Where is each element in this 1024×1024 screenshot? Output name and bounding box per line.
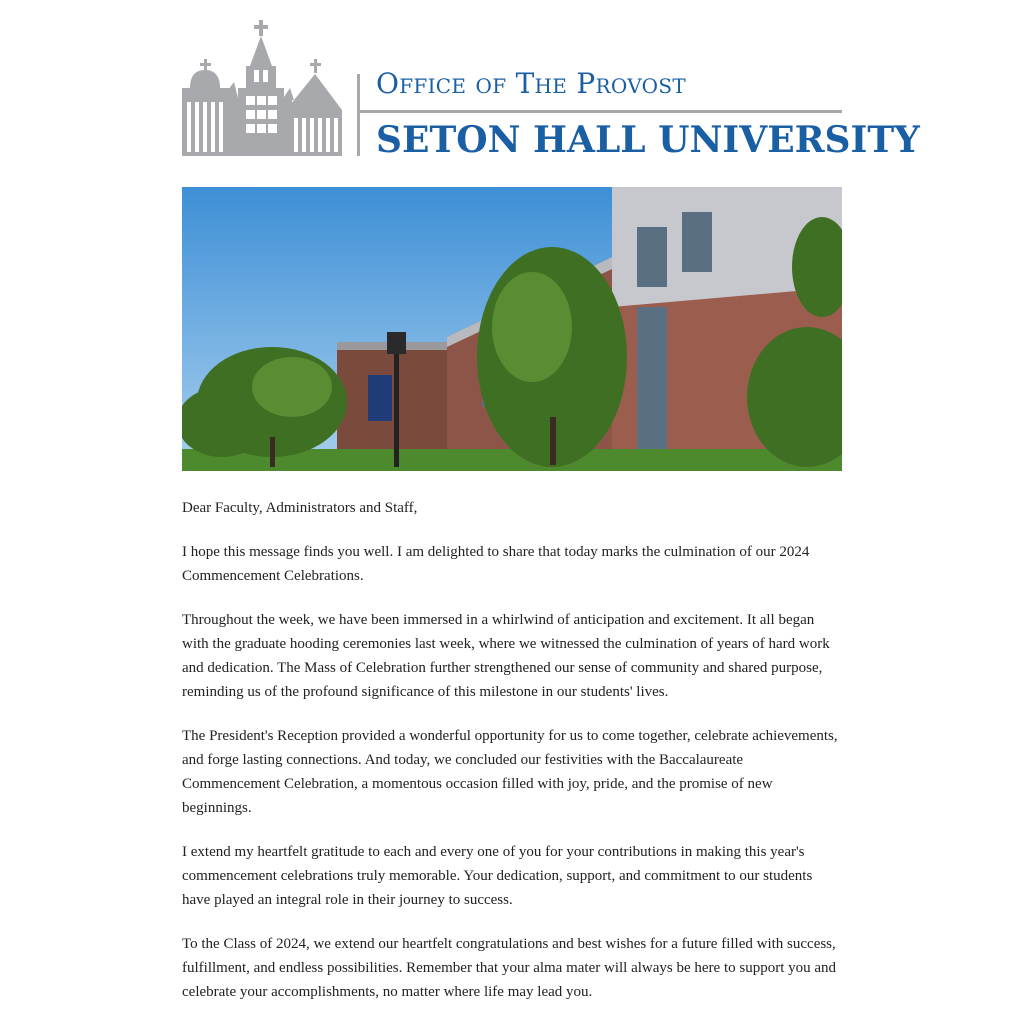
paragraph: The President's Reception provided a wonderful opportunity for us to come together, celebrate achievements, and forge lasting connections. And today, we concluded our festivities with the Baccalaureate Commencement Celebration, a momentous occasion filled with joy, pride, and the promise of new beginnings.: [182, 728, 838, 816]
campus-building-photo: [182, 187, 842, 471]
university-name: SETON HALL UNIVERSITY: [376, 119, 920, 161]
paragraph: Throughout the week, we have been immersed in a whirlwind of anticipation and excitement. It all began with the graduate hooding ceremonies last week, where we witnessed the culmination of years of hard work and dedication. The Mass of Celebration further strengthened our sense of community and shared purpose, reminding us of the profound significance of this milestone in our students' lives.: [182, 612, 830, 700]
logo-vertical-divider: [357, 74, 360, 156]
salutation: Dear Faculty, Administrators and Staff,: [182, 500, 418, 516]
church-spires-icon: [182, 18, 342, 158]
paragraph: To the Class of 2024, we extend our heartfelt congratulations and best wishes for a future filled with success, fulfillment, and endless possibilities. Remember that your alma mater will always be here to support you and celebrate your accomplishments, no matter where life may lead you.: [182, 936, 837, 1000]
office-title: Office of The Provost: [376, 67, 686, 100]
paragraph: I hope this message finds you well. I am delighted to share that today marks the culmination of our 2024 Commencement Celebrations.: [182, 544, 810, 584]
logo-header: [182, 0, 920, 161]
letter-body: [182, 496, 842, 1024]
paragraph: I extend my heartfelt gratitude to each and every one of you for your contributions in making this year's commencement celebrations truly memorable. Your dedication, support, and commitment to our students have played an integral role in their journey to success.: [182, 844, 813, 908]
logo-horizontal-divider: [360, 110, 842, 113]
email-body: [182, 0, 920, 1000]
